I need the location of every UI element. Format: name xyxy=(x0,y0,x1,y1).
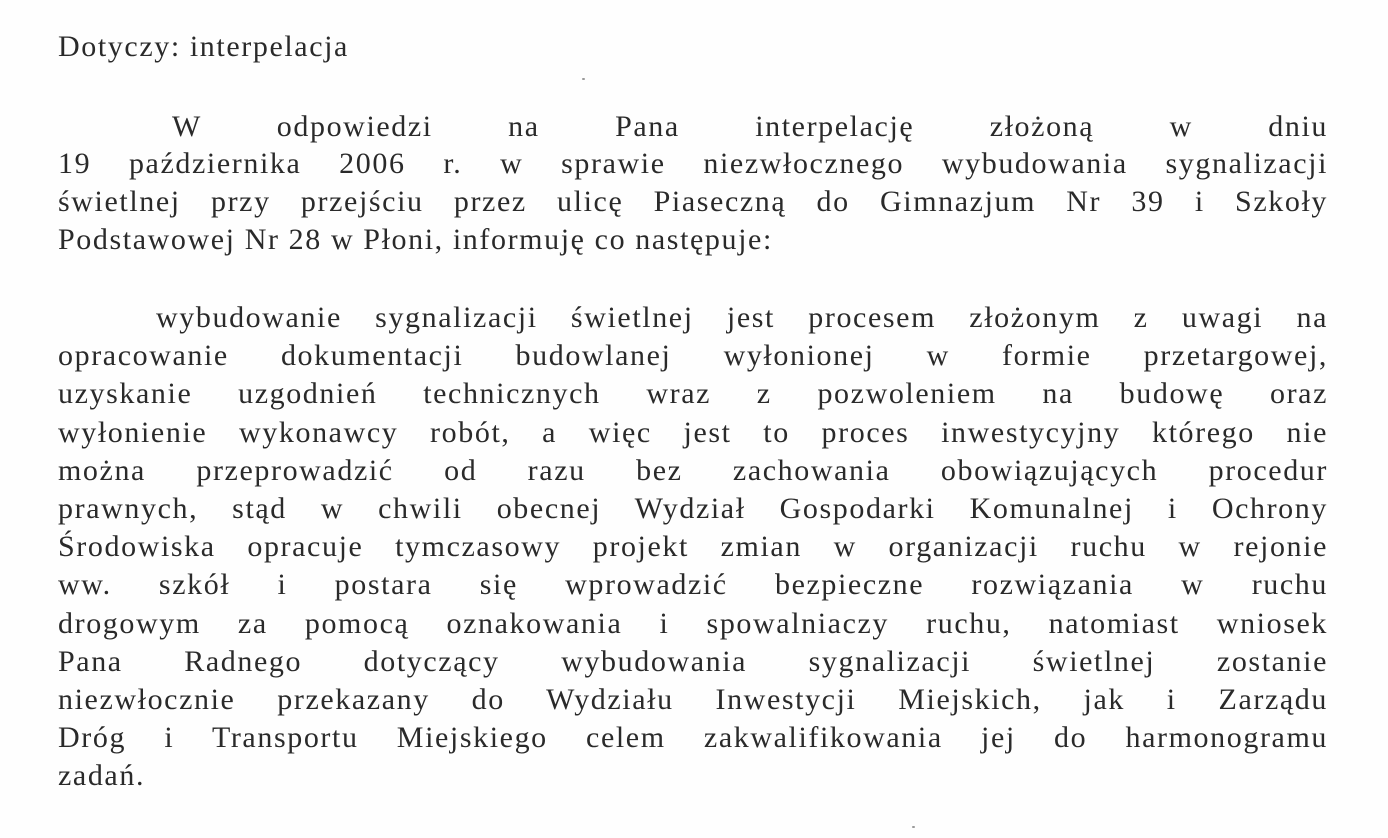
paragraph-2-line: opracowanie dokumentacji budowlanej wyłonionej w formie przetargowej, xyxy=(58,339,1328,372)
paragraph-2-line: drogowym za pomocą oznakowania i spowalniaczy ruchu, natomiast wniosek xyxy=(58,607,1328,640)
paragraph-2-line: Dróg i Transportu Miejskiego celem zakwalifikowania jej do harmonogramu xyxy=(58,721,1328,754)
paragraph-2-line: zadań. xyxy=(58,759,146,792)
paragraph-2-line: można przeprowadzić od razu bez zachowania obowiązujących procedur xyxy=(58,454,1328,487)
paragraph-1-line: świetlnej przy przejściu przez ulicę Piaseczną do Gimnazjum Nr 39 i Szkoły xyxy=(58,185,1328,218)
paragraph-2-line: Pana Radnego dotyczący wybudowania sygnalizacji świetlnej zostanie xyxy=(58,645,1328,678)
paragraph-2-line: ww. szkół i postara się wprowadzić bezpieczne rozwiązania w ruchu xyxy=(58,568,1328,601)
subject-line: Dotyczy: interpelacja xyxy=(58,30,349,63)
paragraph-2-line: wyłonienie wykonawcy robót, a więc jest to proces inwestycyjny którego nie xyxy=(58,416,1328,449)
paragraph-1-line: Podstawowej Nr 28 w Płoni, informuję co następuje: xyxy=(58,223,773,256)
scan-speck xyxy=(582,78,585,80)
scan-speck xyxy=(912,826,915,828)
paragraph-2-line: niezwłocznie przekazany do Wydziału Inwestycji Miejskich, jak i Zarządu xyxy=(58,683,1328,716)
paragraph-2-line: Środowiska opracuje tymczasowy projekt zmian w organizacji ruchu w rejonie xyxy=(58,530,1328,563)
paragraph-2-line: wybudowanie sygnalizacji świetlnej jest procesem złożonym z uwagi na xyxy=(156,301,1328,334)
paragraph-1-line: W odpowiedzi na Pana interpelację złożoną w dniu xyxy=(172,110,1328,143)
paragraph-2-line: prawnych, stąd w chwili obecnej Wydział Gospodarki Komunalnej i Ochrony xyxy=(58,492,1328,525)
paragraph-1-line: 19 października 2006 r. w sprawie niezwłocznego wybudowania sygnalizacji xyxy=(58,147,1328,180)
paragraph-2-line: uzyskanie uzgodnień technicznych wraz z pozwoleniem na budowę oraz xyxy=(58,377,1328,410)
